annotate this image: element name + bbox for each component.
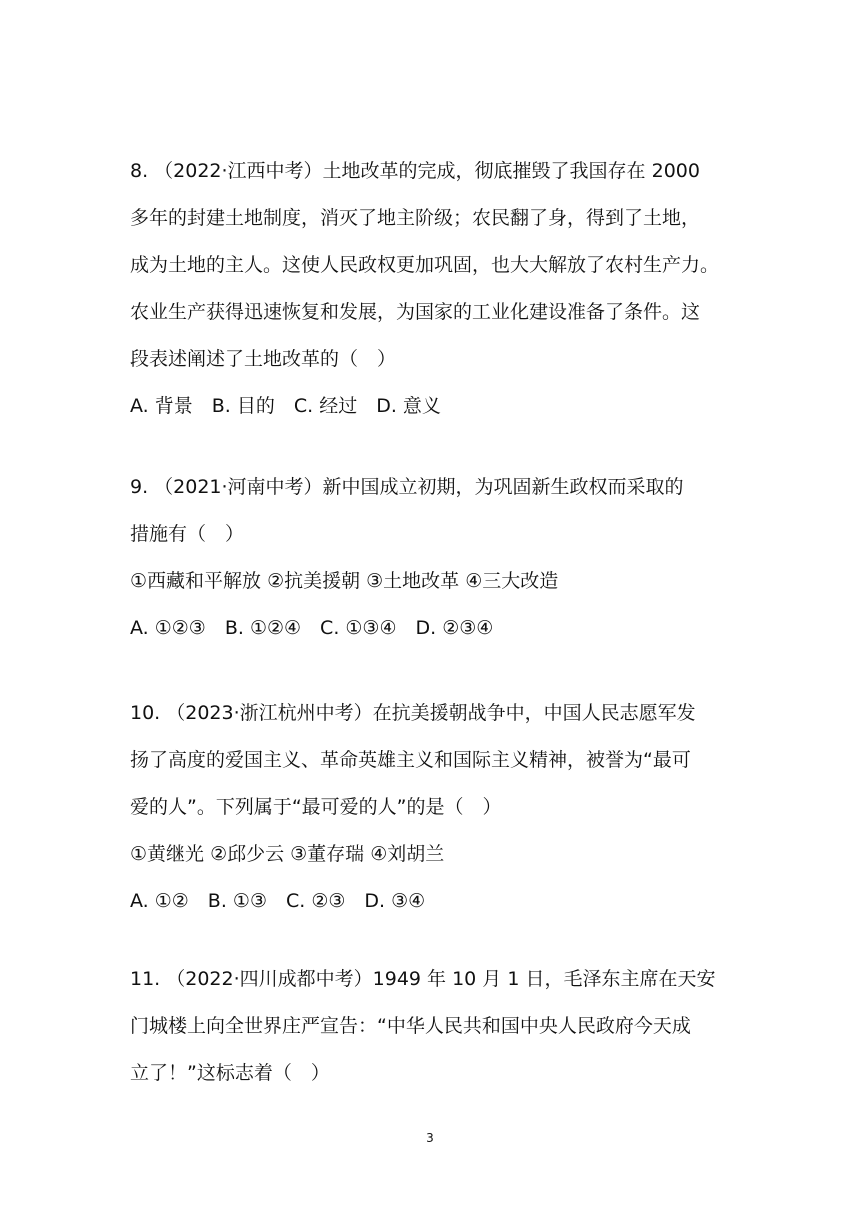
question-9-options: A. ①②③ B. ①②④ C. ①③④ D. ②③④ (130, 617, 494, 639)
question-11-line-3: 立了！”这标志着（ ） (130, 1062, 330, 1084)
question-8-options: A. 背景 B. 目的 C. 经过 D. 意义 (130, 395, 441, 417)
question-8-line-4: 农业生产获得迅速恢复和发展，为国家的工业化建设准备了条件。这 (130, 301, 701, 323)
page-number: 3 (426, 1131, 434, 1145)
question-10-options: A. ①② B. ①③ C. ②③ D. ③④ (130, 890, 426, 912)
question-9-line-3: ①西藏和平解放 ②抗美援朝 ③土地改革 ④三大改造 (130, 570, 559, 592)
question-11 (130, 968, 740, 1084)
question-10-line-1: 10. （2023·浙江杭州中考）在抗美援朝战争中，中国人民志愿军发 (130, 702, 696, 724)
question-8 (130, 160, 740, 417)
question-10-line-4: ①黄继光 ②邱少云 ③董存瑞 ④刘胡兰 (130, 843, 445, 865)
question-9-line-2: 措施有（ ） (130, 523, 245, 545)
question-10-line-3: 爱的人”。下列属于“最可爱的人”的是（ ） (130, 796, 502, 818)
question-10 (130, 702, 740, 912)
question-8-line-3: 成为土地的主人。这使人民政权更加巩固，也大大解放了农村生产力。 (130, 254, 720, 276)
question-9 (130, 476, 740, 639)
question-11-line-2: 门城楼上向全世界庄严宣告：“中华人民共和国中央人民政府今天成 (130, 1015, 691, 1037)
question-8-line-5: 段表述阐述了土地改革的（ ） (130, 348, 397, 370)
question-9-line-1: 9. （2021·河南中考）新中国成立初期，为巩固新生政权而采取的 (130, 476, 684, 498)
question-11-line-1: 11. （2022·四川成都中考）1949 年 10 月 1 日，毛泽东主席在天安 (130, 968, 716, 990)
question-10-line-2: 扬了高度的爱国主义、革命英雄主义和国际主义精神，被誉为“最可 (130, 749, 691, 771)
question-8-line-2: 多年的封建土地制度，消灭了地主阶级；农民翻了身，得到了土地， (130, 207, 701, 229)
question-8-line-1: 8. （2022·江西中考）土地改革的完成，彻底摧毁了我国存在 2000 (130, 160, 700, 182)
